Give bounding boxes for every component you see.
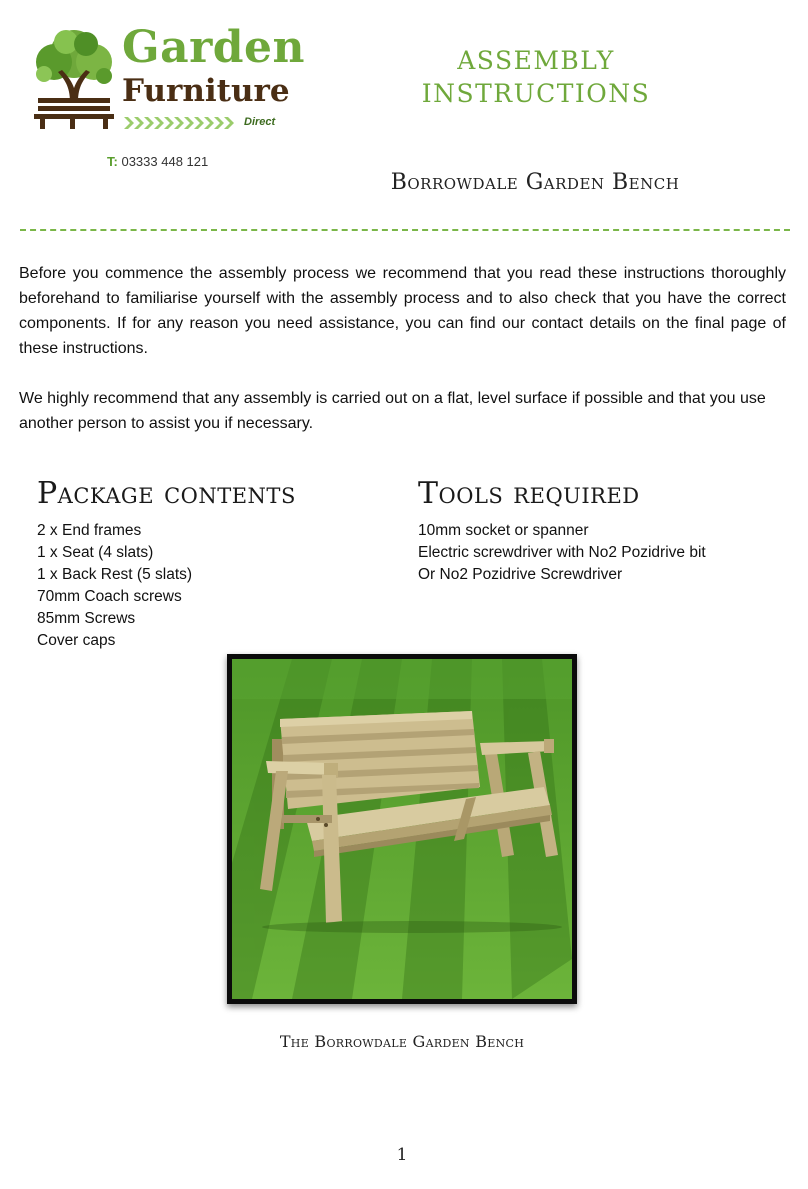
list-item: 2 x End frames <box>37 522 142 539</box>
bench-image <box>232 659 572 999</box>
list-item: Electric screwdriver with No2 Pozidrive bit <box>418 544 706 561</box>
phone-number[interactable]: 03333 448 121 <box>121 154 209 169</box>
phone-label: T: <box>107 154 118 169</box>
package-contents-heading: Package contents <box>37 476 296 511</box>
figure-caption: The Borrowdale Garden Bench <box>279 1032 525 1051</box>
tools-required-list <box>418 520 706 586</box>
doc-title-line2: INSTRUCTIONS <box>421 79 651 108</box>
list-item: 85mm Screws <box>37 610 136 627</box>
bench-photo <box>227 654 577 1004</box>
intro-paragraph-2: We highly recommend that any assembly is carried out on a flat, level surface if possible and that you use another person to assist you if necessary. <box>19 390 766 432</box>
brand-name-furniture: Furniture <box>122 73 290 109</box>
tools-required-heading: Tools required <box>418 476 640 511</box>
package-contents-list <box>37 520 192 652</box>
list-item: 70mm Coach screws <box>37 588 182 605</box>
brand-name-direct: Direct <box>244 116 276 128</box>
list-item: Cover caps <box>37 632 116 649</box>
section-divider <box>20 229 790 231</box>
tree-bench-logo-icon <box>24 24 124 132</box>
list-item: 1 x Back Rest (5 slats) <box>37 566 193 583</box>
list-item: 10mm socket or spanner <box>418 522 589 539</box>
brand-name-garden: Garden <box>122 22 306 73</box>
chevron-stripe-icon <box>124 117 242 129</box>
phone-contact <box>107 154 208 169</box>
page-number: 1 <box>396 1145 408 1165</box>
intro-paragraph-1: Before you commence the assembly process we recommend that you read these instructions thoroughly beforehand to familiarise yourself with the assembly process and to also check that you have the correct components. If for any reason you need assistance, you can find our contact details on the final page of these instructions. <box>19 265 786 357</box>
list-item: Or No2 Pozidrive Screwdriver <box>418 566 623 583</box>
list-item: 1 x Seat (4 slats) <box>37 544 154 561</box>
doc-title-line1: ASSEMBLY <box>457 46 615 75</box>
product-title: Borrowdale Garden Bench <box>390 170 680 195</box>
